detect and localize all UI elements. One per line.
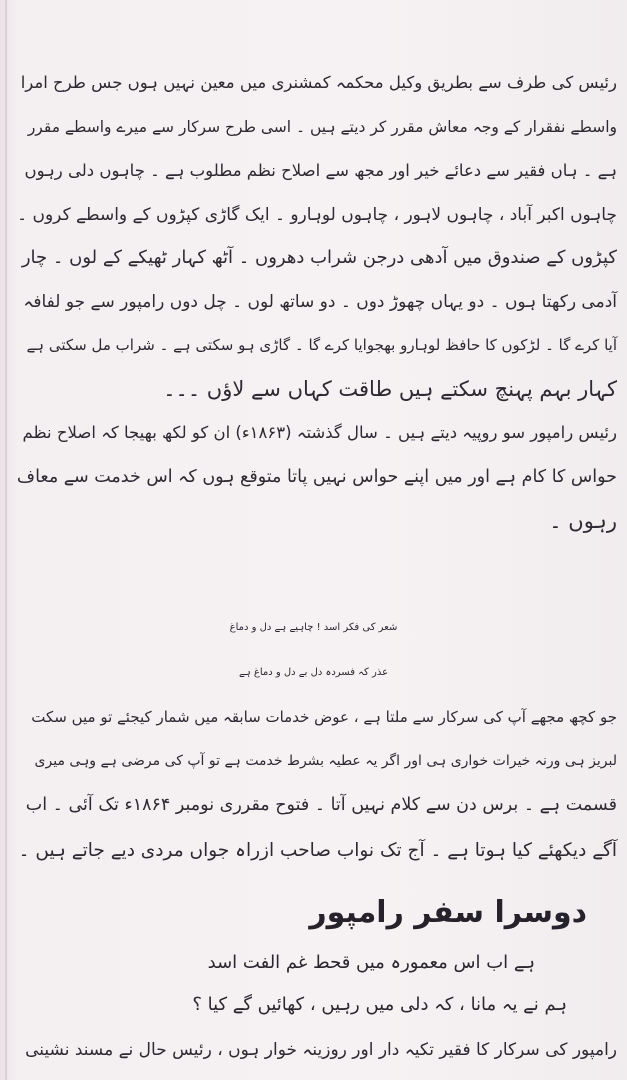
- paragraph-line: رامپور کی سرکار کا فقیر تکیہ دار اور روزینہ خوار ہوں ، رئیس حال نے مسند نشینی: [25, 1040, 617, 1060]
- quoted-verse-line: ہے اب اس معمورہ میں قحط غم الفت اسد: [207, 952, 535, 973]
- paragraph-line: رئیس کی طرف سے بطریق وکیل محکمہ کمشنری میں معین نہیں ہوں جس طرح امرا: [20, 73, 617, 92]
- paragraph-line: حواس کا کام ہے اور میں اپنے حواس نہیں پاتا متوقع ہوں کہ اس خدمت سے معاف: [16, 467, 617, 487]
- page-gutter: [5, 0, 7, 1080]
- paragraph-line: آدمی رکھتا ہوں ۔ دو یہاں چھوڑ دوں ۔ دو ساتھ لوں ۔ چل دوں رامپور سے جو لفافہ: [23, 292, 617, 312]
- section-heading: دوسرا سفر رامپور: [309, 895, 587, 930]
- verse-line: شعر کی فکر اسد ! چاہیے ہے دل و دماغ: [229, 622, 398, 633]
- verse-line: عذر کہ فسردہ دل بے دل و دماغ ہے: [238, 667, 389, 678]
- paragraph-line: رئیس رامپور سو روپیہ دیتے ہیں ۔ سال گذشتہ (۱۸۶۳ء) ان کو لکھ بھیجا کہ اصلاح نظم: [22, 423, 617, 442]
- paragraph-line: جو کچھ مجھے آپ کی سرکار سے ملتا ہے ، عوض خدمات سابقہ میں شمار کیجئے تو میں سکت: [31, 708, 617, 726]
- paragraph-line: واسطے نفقرار کے وجہ معاش مقرر کر دیتے ہیں ۔ اسی طرح سرکار سے میرے واسطے مقرر: [27, 118, 617, 136]
- paragraph-line: ہے ۔ ہاں فقیر سے دعائے خیر اور مجھ سے اصلاح نظم مطلوب ہے ۔ چاہوں دلی رہوں: [24, 161, 617, 180]
- paragraph-line: رہوں ۔: [549, 509, 617, 533]
- paragraph-line: آیا کرے گا ۔ لڑکوں کا حافظ لوہارو بھجوایا کرے گا ۔ گاڑی ہو سکتی ہے ۔ شراب مل سکتی ہے: [26, 336, 617, 354]
- paragraph-line: کہار بہم پہنچ سکتے ہیں طاقت کہاں سے لاؤں ۔۔۔: [163, 377, 617, 401]
- quoted-verse-line: ہم نے یہ مانا ، کہ دلی میں رہیں ، کھائیں گے کیا ؟: [192, 994, 567, 1015]
- paragraph-line: چاہوں اکبر آباد ، چاہوں لاہور ، چاہوں لوہارو ۔ ایک گاڑی کپڑوں کے واسطے کروں ۔: [17, 205, 617, 225]
- paragraph-line: کپڑوں کے صندوق میں آدھی درجن شراب دھروں ۔ آٹھ کہار ٹھیکے کے لوں ۔ چار: [21, 247, 617, 268]
- paragraph-line: لبریز ہی ورنہ خیرات خواری ہی اور اگر یہ عطیہ بشرط خدمت ہے تو آپ کی مرضی ہے وہی میری: [34, 753, 617, 769]
- paragraph-line: قسمت ہے ۔ برس دن سے کلام نہیں آتا ۔ فتوح مقرری نومبر ۱۸۶۴ء تک آئی ۔ اب: [25, 795, 617, 815]
- paragraph-line: آگے دیکھئے کیا ہوتا ہے ۔ آج تک نواب صاحب ازراہ جواں مردی دیے جاتے ہیں ۔: [18, 840, 617, 861]
